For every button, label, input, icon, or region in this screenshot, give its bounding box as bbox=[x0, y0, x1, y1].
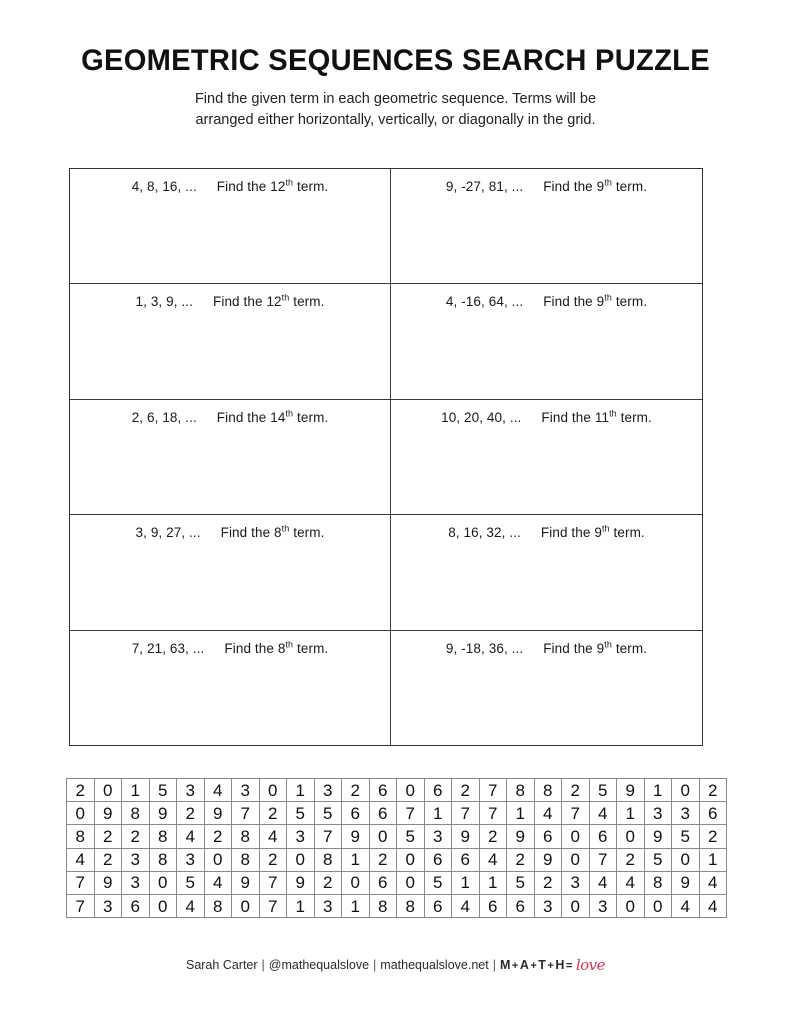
grid-cell[interactable]: 8 bbox=[122, 802, 150, 825]
page-subtitle bbox=[96, 89, 696, 131]
grid-cell[interactable]: 9 bbox=[287, 872, 315, 895]
grid-cell[interactable]: 4 bbox=[452, 895, 480, 918]
problem-text-5 bbox=[70, 410, 390, 425]
grid-cell[interactable]: 0 bbox=[397, 779, 425, 802]
grid-cell[interactable]: 4 bbox=[617, 872, 645, 895]
grid-cell[interactable]: 5 bbox=[287, 802, 315, 825]
ordinal-3: 12th bbox=[266, 292, 290, 310]
grid-cell[interactable]: 4 bbox=[67, 849, 95, 872]
grid-cell[interactable]: 2 bbox=[122, 825, 150, 848]
sequence-4: 4, -16, 64, ... bbox=[445, 294, 524, 310]
grid-cell[interactable]: 8 bbox=[232, 825, 260, 848]
grid-cell[interactable]: 6 bbox=[590, 825, 618, 848]
grid-cell[interactable]: 7 bbox=[260, 872, 288, 895]
grid-cell[interactable]: 1 bbox=[480, 872, 508, 895]
instruction-pre-2: Find the bbox=[543, 179, 597, 194]
problem-text-1 bbox=[70, 179, 390, 194]
grid-cell[interactable]: 3 bbox=[95, 895, 123, 918]
grid-cell[interactable]: 5 bbox=[397, 825, 425, 848]
sequence-10: 9, -18, 36, ... bbox=[445, 640, 524, 656]
brand-letter-a: A bbox=[519, 958, 530, 972]
grid-cell[interactable]: 0 bbox=[617, 825, 645, 848]
problem-text-8 bbox=[391, 525, 702, 540]
grid-cell[interactable]: 5 bbox=[177, 872, 205, 895]
grid-row bbox=[67, 779, 727, 802]
ordinal-8: 9th bbox=[594, 523, 610, 541]
grid-cell[interactable]: 1 bbox=[617, 802, 645, 825]
grid-row bbox=[67, 802, 727, 825]
grid-cell[interactable]: 4 bbox=[535, 802, 563, 825]
grid-cell[interactable]: 1 bbox=[507, 802, 535, 825]
problem-cell-9[interactable] bbox=[70, 631, 391, 745]
grid-cell[interactable]: 8 bbox=[67, 825, 95, 848]
grid-cell[interactable]: 0 bbox=[562, 825, 590, 848]
grid-cell[interactable]: 2 bbox=[370, 849, 398, 872]
grid-cell[interactable]: 8 bbox=[150, 825, 178, 848]
problem-text-9 bbox=[70, 641, 390, 656]
grid-cell[interactable]: 5 bbox=[645, 849, 673, 872]
grid-cell[interactable]: 2 bbox=[177, 802, 205, 825]
brand-equals: = bbox=[565, 960, 573, 972]
grid-cell[interactable]: 1 bbox=[287, 895, 315, 918]
brand-plus-2: + bbox=[530, 960, 538, 972]
brand-letter-m: M bbox=[499, 958, 511, 972]
problem-row bbox=[70, 169, 702, 284]
grid-cell[interactable]: 3 bbox=[122, 872, 150, 895]
grid-cell[interactable]: 0 bbox=[67, 802, 95, 825]
grid-cell[interactable]: 0 bbox=[617, 895, 645, 918]
grid-cell[interactable]: 1 bbox=[342, 895, 370, 918]
footer-separator-3: | bbox=[492, 958, 496, 972]
grid-cell[interactable]: 2 bbox=[67, 779, 95, 802]
grid-cell[interactable]: 2 bbox=[700, 779, 728, 802]
grid-cell[interactable]: 0 bbox=[232, 895, 260, 918]
grid-cell[interactable]: 9 bbox=[617, 779, 645, 802]
grid-cell[interactable]: 4 bbox=[590, 872, 618, 895]
grid-cell[interactable]: 0 bbox=[342, 872, 370, 895]
grid-cell[interactable]: 9 bbox=[645, 825, 673, 848]
subtitle-line-2: arranged either horizontally, vertically, or diagonally in the grid. bbox=[195, 112, 596, 129]
grid-cell[interactable]: 1 bbox=[287, 779, 315, 802]
ordinal-2: 9th bbox=[596, 177, 612, 194]
grid-cell[interactable]: 0 bbox=[562, 849, 590, 872]
problem-cell-10[interactable] bbox=[391, 631, 702, 745]
problem-text-3 bbox=[70, 294, 390, 309]
grid-cell[interactable]: 6 bbox=[535, 825, 563, 848]
grid-cell[interactable]: 6 bbox=[452, 849, 480, 872]
grid-cell[interactable]: 8 bbox=[397, 895, 425, 918]
subtitle-line-1: Find the given term in each geometric sequence. Terms will be bbox=[194, 91, 597, 107]
grid-cell[interactable]: 3 bbox=[232, 779, 260, 802]
problem-cell-1[interactable] bbox=[70, 169, 391, 283]
grid-cell[interactable]: 6 bbox=[700, 802, 728, 825]
instruction-post-5: term. bbox=[293, 409, 329, 425]
footer-handle: @mathequalslove bbox=[268, 958, 370, 972]
grid-cell[interactable]: 0 bbox=[562, 895, 590, 918]
ordinal-7: 8th bbox=[274, 523, 290, 541]
grid-cell[interactable]: 4 bbox=[205, 872, 233, 895]
page-header bbox=[0, 0, 791, 131]
grid-cell[interactable]: 5 bbox=[315, 802, 343, 825]
grid-cell[interactable]: 2 bbox=[700, 825, 728, 848]
grid-cell[interactable]: 2 bbox=[95, 849, 123, 872]
grid-cell[interactable]: 1 bbox=[700, 849, 728, 872]
grid-cell[interactable]: 6 bbox=[370, 872, 398, 895]
grid-cell[interactable]: 2 bbox=[480, 825, 508, 848]
grid-row bbox=[67, 872, 727, 895]
grid-cell[interactable]: 1 bbox=[342, 849, 370, 872]
instruction-post-7: term. bbox=[289, 525, 325, 541]
grid-cell[interactable]: 2 bbox=[315, 872, 343, 895]
grid-cell[interactable]: 7 bbox=[260, 895, 288, 918]
grid-cell[interactable]: 5 bbox=[672, 825, 700, 848]
brand-mathequalslove bbox=[500, 958, 605, 972]
instruction-pre-8: Find the bbox=[540, 525, 595, 541]
grid-cell[interactable]: 3 bbox=[315, 779, 343, 802]
instruction-post-2: term. bbox=[611, 179, 648, 194]
grid-cell[interactable]: 7 bbox=[480, 802, 508, 825]
grid-cell[interactable]: 3 bbox=[177, 849, 205, 872]
brand-love-script: love bbox=[575, 956, 606, 974]
grid-cell[interactable]: 3 bbox=[645, 802, 673, 825]
sequence-6: 10, 20, 40, ... bbox=[441, 409, 522, 425]
grid-cell[interactable]: 1 bbox=[452, 872, 480, 895]
grid-cell[interactable]: 9 bbox=[452, 825, 480, 848]
problem-row bbox=[70, 400, 702, 515]
grid-cell[interactable]: 3 bbox=[590, 895, 618, 918]
grid-cell[interactable]: 0 bbox=[645, 895, 673, 918]
grid-cell[interactable]: 9 bbox=[95, 872, 123, 895]
grid-cell[interactable]: 4 bbox=[672, 895, 700, 918]
grid-cell[interactable]: 4 bbox=[590, 802, 618, 825]
problem-cell-5[interactable] bbox=[70, 400, 391, 514]
sequence-1: 4, 8, 16, ... bbox=[131, 179, 197, 194]
footer-separator-2: | bbox=[373, 958, 377, 972]
grid-cell[interactable]: 0 bbox=[672, 779, 700, 802]
grid-cell[interactable]: 1 bbox=[425, 802, 453, 825]
grid-cell[interactable]: 0 bbox=[150, 895, 178, 918]
grid-cell[interactable]: 9 bbox=[95, 802, 123, 825]
grid-cell[interactable]: 6 bbox=[507, 895, 535, 918]
grid-cell[interactable]: 0 bbox=[397, 849, 425, 872]
grid-cell[interactable]: 3 bbox=[287, 825, 315, 848]
grid-cell[interactable]: 4 bbox=[480, 849, 508, 872]
problem-cell-3[interactable] bbox=[70, 284, 391, 398]
grid-cell[interactable]: 7 bbox=[480, 779, 508, 802]
instruction-post-8: term. bbox=[609, 525, 645, 541]
ordinal-1: 12th bbox=[270, 177, 294, 194]
grid-cell[interactable]: 9 bbox=[535, 849, 563, 872]
ordinal-10: 9th bbox=[596, 639, 612, 656]
grid-cell[interactable]: 5 bbox=[425, 872, 453, 895]
instruction-pre-4: Find the bbox=[543, 294, 597, 310]
problem-text-6 bbox=[391, 410, 702, 425]
problem-row bbox=[70, 631, 702, 745]
grid-cell[interactable]: 3 bbox=[122, 849, 150, 872]
problem-cell-2[interactable] bbox=[391, 169, 702, 283]
brand-letter-t: T bbox=[538, 958, 547, 972]
problem-text-2 bbox=[391, 179, 702, 194]
grid-cell[interactable]: 8 bbox=[232, 849, 260, 872]
grid-cell[interactable]: 2 bbox=[562, 779, 590, 802]
grid-cell[interactable]: 4 bbox=[700, 872, 728, 895]
grid-cell[interactable]: 7 bbox=[452, 802, 480, 825]
grid-cell[interactable]: 3 bbox=[535, 895, 563, 918]
problem-row bbox=[70, 515, 702, 630]
instruction-post-10: term. bbox=[611, 640, 648, 656]
grid-cell[interactable]: 2 bbox=[260, 849, 288, 872]
grid-cell[interactable]: 9 bbox=[150, 802, 178, 825]
brand-letter-h: H bbox=[555, 958, 565, 972]
sequence-7: 3, 9, 27, ... bbox=[135, 525, 201, 541]
grid-cell[interactable]: 8 bbox=[150, 849, 178, 872]
number-search-grid[interactable] bbox=[66, 778, 727, 918]
grid-cell[interactable]: 5 bbox=[150, 779, 178, 802]
grid-cell[interactable]: 3 bbox=[672, 802, 700, 825]
grid-cell[interactable]: 9 bbox=[672, 872, 700, 895]
grid-cell[interactable]: 8 bbox=[535, 779, 563, 802]
footer-author: Sarah Carter bbox=[185, 958, 258, 972]
problem-text-7 bbox=[70, 525, 390, 540]
instruction-post-6: term. bbox=[616, 409, 652, 425]
instruction-pre-6: Find the bbox=[541, 409, 595, 425]
grid-cell[interactable]: 8 bbox=[507, 779, 535, 802]
problem-row bbox=[70, 284, 702, 399]
problem-text-10 bbox=[391, 641, 702, 656]
grid-cell[interactable]: 0 bbox=[205, 849, 233, 872]
grid-cell[interactable]: 2 bbox=[342, 779, 370, 802]
grid-cell[interactable]: 3 bbox=[562, 872, 590, 895]
footer-separator-1: | bbox=[261, 958, 265, 972]
grid-cell[interactable]: 2 bbox=[260, 802, 288, 825]
grid-cell[interactable]: 0 bbox=[672, 849, 700, 872]
grid-cell[interactable]: 4 bbox=[700, 895, 728, 918]
grid-cell[interactable]: 2 bbox=[205, 825, 233, 848]
grid-cell[interactable]: 0 bbox=[397, 872, 425, 895]
grid-cell[interactable]: 7 bbox=[67, 895, 95, 918]
grid-cell[interactable]: 4 bbox=[205, 779, 233, 802]
grid-cell[interactable]: 4 bbox=[260, 825, 288, 848]
footer bbox=[0, 955, 791, 973]
grid-cell[interactable]: 6 bbox=[425, 895, 453, 918]
grid-cell[interactable]: 6 bbox=[425, 779, 453, 802]
grid-cell[interactable]: 0 bbox=[260, 779, 288, 802]
grid-cell[interactable]: 8 bbox=[370, 895, 398, 918]
ordinal-4: 9th bbox=[596, 292, 612, 310]
instruction-pre-5: Find the bbox=[216, 409, 271, 425]
problem-cell-8[interactable] bbox=[391, 515, 702, 629]
grid-cell[interactable]: 7 bbox=[397, 802, 425, 825]
ordinal-9: 8th bbox=[277, 639, 294, 656]
grid-cell[interactable]: 3 bbox=[315, 895, 343, 918]
grid-cell[interactable]: 0 bbox=[150, 872, 178, 895]
grid-cell[interactable]: 3 bbox=[177, 779, 205, 802]
problem-cell-4[interactable] bbox=[391, 284, 702, 398]
sequence-3: 1, 3, 9, ... bbox=[135, 294, 193, 310]
grid-cell[interactable]: 6 bbox=[480, 895, 508, 918]
footer-website[interactable]: mathequalslove.net bbox=[380, 958, 489, 972]
grid-cell[interactable]: 7 bbox=[562, 802, 590, 825]
grid-cell[interactable]: 6 bbox=[370, 779, 398, 802]
problem-cell-6[interactable] bbox=[391, 400, 702, 514]
sequence-2: 9, -27, 81, ... bbox=[445, 179, 524, 194]
instruction-post-3: term. bbox=[289, 294, 325, 310]
grid-cell[interactable]: 8 bbox=[315, 849, 343, 872]
instruction-pre-10: Find the bbox=[543, 640, 597, 656]
brand-plus-1: + bbox=[511, 960, 519, 972]
problem-cell-7[interactable] bbox=[70, 515, 391, 629]
grid-row bbox=[67, 849, 727, 872]
grid-cell[interactable]: 0 bbox=[95, 779, 123, 802]
grid-cell[interactable]: 5 bbox=[507, 872, 535, 895]
grid-cell[interactable]: 2 bbox=[507, 849, 535, 872]
ordinal-5: 14th bbox=[270, 408, 294, 425]
grid-cell[interactable]: 8 bbox=[205, 895, 233, 918]
instruction-post-4: term. bbox=[611, 294, 648, 310]
instruction-pre-9: Find the bbox=[224, 640, 278, 656]
grid-cell[interactable]: 5 bbox=[590, 779, 618, 802]
grid-cell[interactable]: 7 bbox=[315, 825, 343, 848]
grid-cell[interactable]: 1 bbox=[645, 779, 673, 802]
instruction-pre-1: Find the bbox=[216, 179, 271, 194]
grid-row bbox=[67, 825, 727, 848]
instruction-post-9: term. bbox=[293, 640, 329, 656]
grid-cell[interactable]: 7 bbox=[67, 872, 95, 895]
grid-cell[interactable]: 1 bbox=[122, 779, 150, 802]
grid-cell[interactable]: 2 bbox=[452, 779, 480, 802]
problem-table bbox=[69, 168, 703, 746]
grid-cell[interactable]: 8 bbox=[645, 872, 673, 895]
grid-cell[interactable]: 7 bbox=[590, 849, 618, 872]
grid-cell[interactable]: 9 bbox=[232, 872, 260, 895]
grid-cell[interactable]: 4 bbox=[177, 895, 205, 918]
grid-cell[interactable]: 6 bbox=[370, 802, 398, 825]
grid-cell[interactable]: 0 bbox=[287, 849, 315, 872]
sequence-5: 2, 6, 18, ... bbox=[131, 409, 197, 425]
grid-cell[interactable]: 6 bbox=[122, 895, 150, 918]
page-title: GEOMETRIC SEQUENCES SEARCH PUZZLE bbox=[81, 44, 710, 77]
instruction-post-1: term. bbox=[293, 179, 329, 194]
grid-cell[interactable]: 2 bbox=[535, 872, 563, 895]
grid-cell[interactable]: 0 bbox=[370, 825, 398, 848]
grid-cell[interactable]: 9 bbox=[342, 825, 370, 848]
grid-cell[interactable]: 7 bbox=[232, 802, 260, 825]
sequence-8: 8, 16, 32, ... bbox=[448, 525, 521, 541]
sequence-9: 7, 21, 63, ... bbox=[131, 640, 205, 656]
grid-cell[interactable]: 6 bbox=[342, 802, 370, 825]
instruction-pre-3: Find the bbox=[213, 294, 267, 310]
grid-cell[interactable]: 2 bbox=[95, 825, 123, 848]
grid-cell[interactable]: 2 bbox=[617, 849, 645, 872]
grid-cell[interactable]: 9 bbox=[205, 802, 233, 825]
instruction-pre-7: Find the bbox=[220, 525, 275, 541]
grid-cell[interactable]: 3 bbox=[425, 825, 453, 848]
problem-text-4 bbox=[391, 294, 702, 309]
grid-row bbox=[67, 895, 727, 918]
grid-cell[interactable]: 6 bbox=[425, 849, 453, 872]
grid-cell[interactable]: 9 bbox=[507, 825, 535, 848]
ordinal-6: 11th bbox=[594, 408, 617, 425]
grid-cell[interactable]: 4 bbox=[177, 825, 205, 848]
brand-plus-3: + bbox=[547, 960, 555, 972]
